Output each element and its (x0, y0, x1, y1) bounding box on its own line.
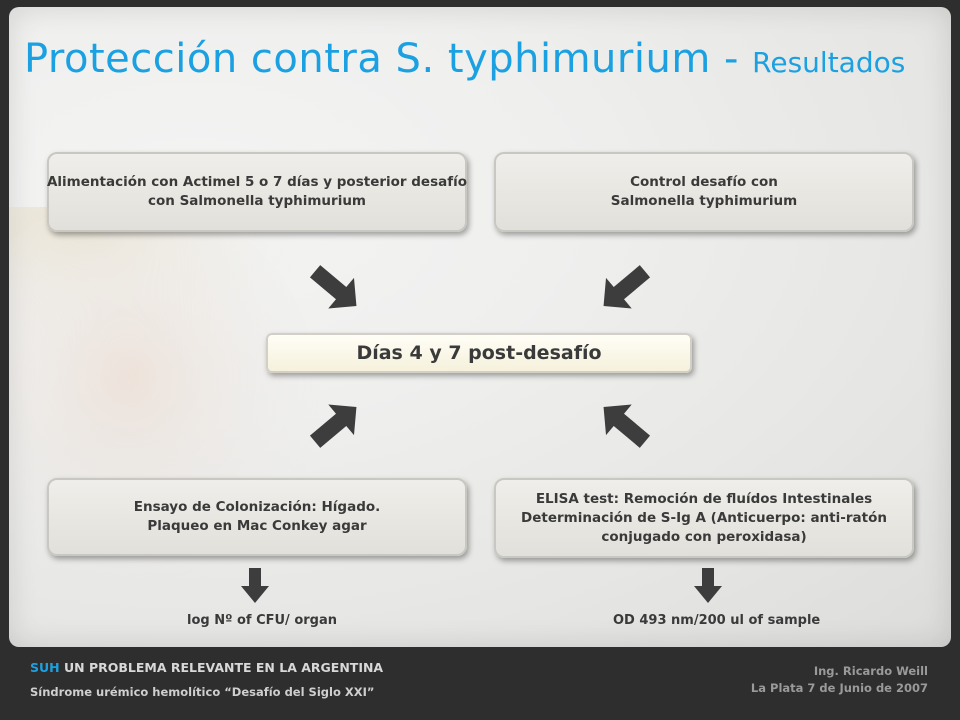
title-sub: Resultados (752, 46, 906, 79)
box-text-line: Salmonella typhimurium (610, 193, 798, 209)
box-elisa-test (494, 478, 914, 558)
arrow-up-left-icon (590, 395, 660, 455)
box-text-line: Plaqueo en Mac Conkey agar (147, 518, 367, 534)
box-text-line: Alimentación con Actimel 5 o 7 días y posterior desafío (46, 174, 468, 190)
center-days-box (266, 333, 692, 373)
slide-title (24, 36, 905, 82)
box-text-line: Ensayo de Colonización: Hígado. (133, 499, 381, 515)
arrow-down-right-icon (300, 258, 370, 318)
box-text-line: Determinación de S-Ig A (Anticuerpo: anti-ratón (521, 509, 887, 526)
arrow-down-icon (693, 568, 723, 604)
box-text-line: ELISA test: Remoción de fluídos Intestinales (535, 490, 873, 507)
arrow-down-icon (240, 568, 270, 604)
footer-place-date: La Plata 7 de Junio de 2007 (750, 681, 928, 695)
footer-line1 (30, 660, 383, 675)
title-main: Protección contra S. typhimurium - (24, 36, 753, 82)
center-label: Días 4 y 7 post-desafío (356, 342, 602, 364)
arrow-down-left-icon (590, 258, 660, 318)
box-actimel-feeding (47, 152, 467, 232)
arrow-up-right-icon (300, 395, 370, 455)
box-colonization-assay (47, 478, 467, 556)
box-text-line: Control desafío con (630, 174, 778, 190)
footer-line1-text: UN PROBLEMA RELEVANTE EN LA ARGENTINA (59, 660, 384, 675)
box-control-challenge (494, 152, 914, 232)
background-child-photo (9, 207, 449, 647)
footer-line2: Síndrome urémico hemolítico “Desafío del Siglo XXI” (30, 685, 375, 699)
box-text-line: conjugado con peroxidasa) (601, 528, 807, 545)
box-text-line: con Salmonella typhimurium (147, 193, 367, 209)
result-right: OD 493 nm/200 ul of sample (613, 613, 821, 628)
footer-brand: SUH (30, 660, 60, 675)
result-left: log Nº of CFU/ organ (187, 613, 337, 628)
footer-author: Ing. Ricardo Weill (813, 664, 928, 678)
